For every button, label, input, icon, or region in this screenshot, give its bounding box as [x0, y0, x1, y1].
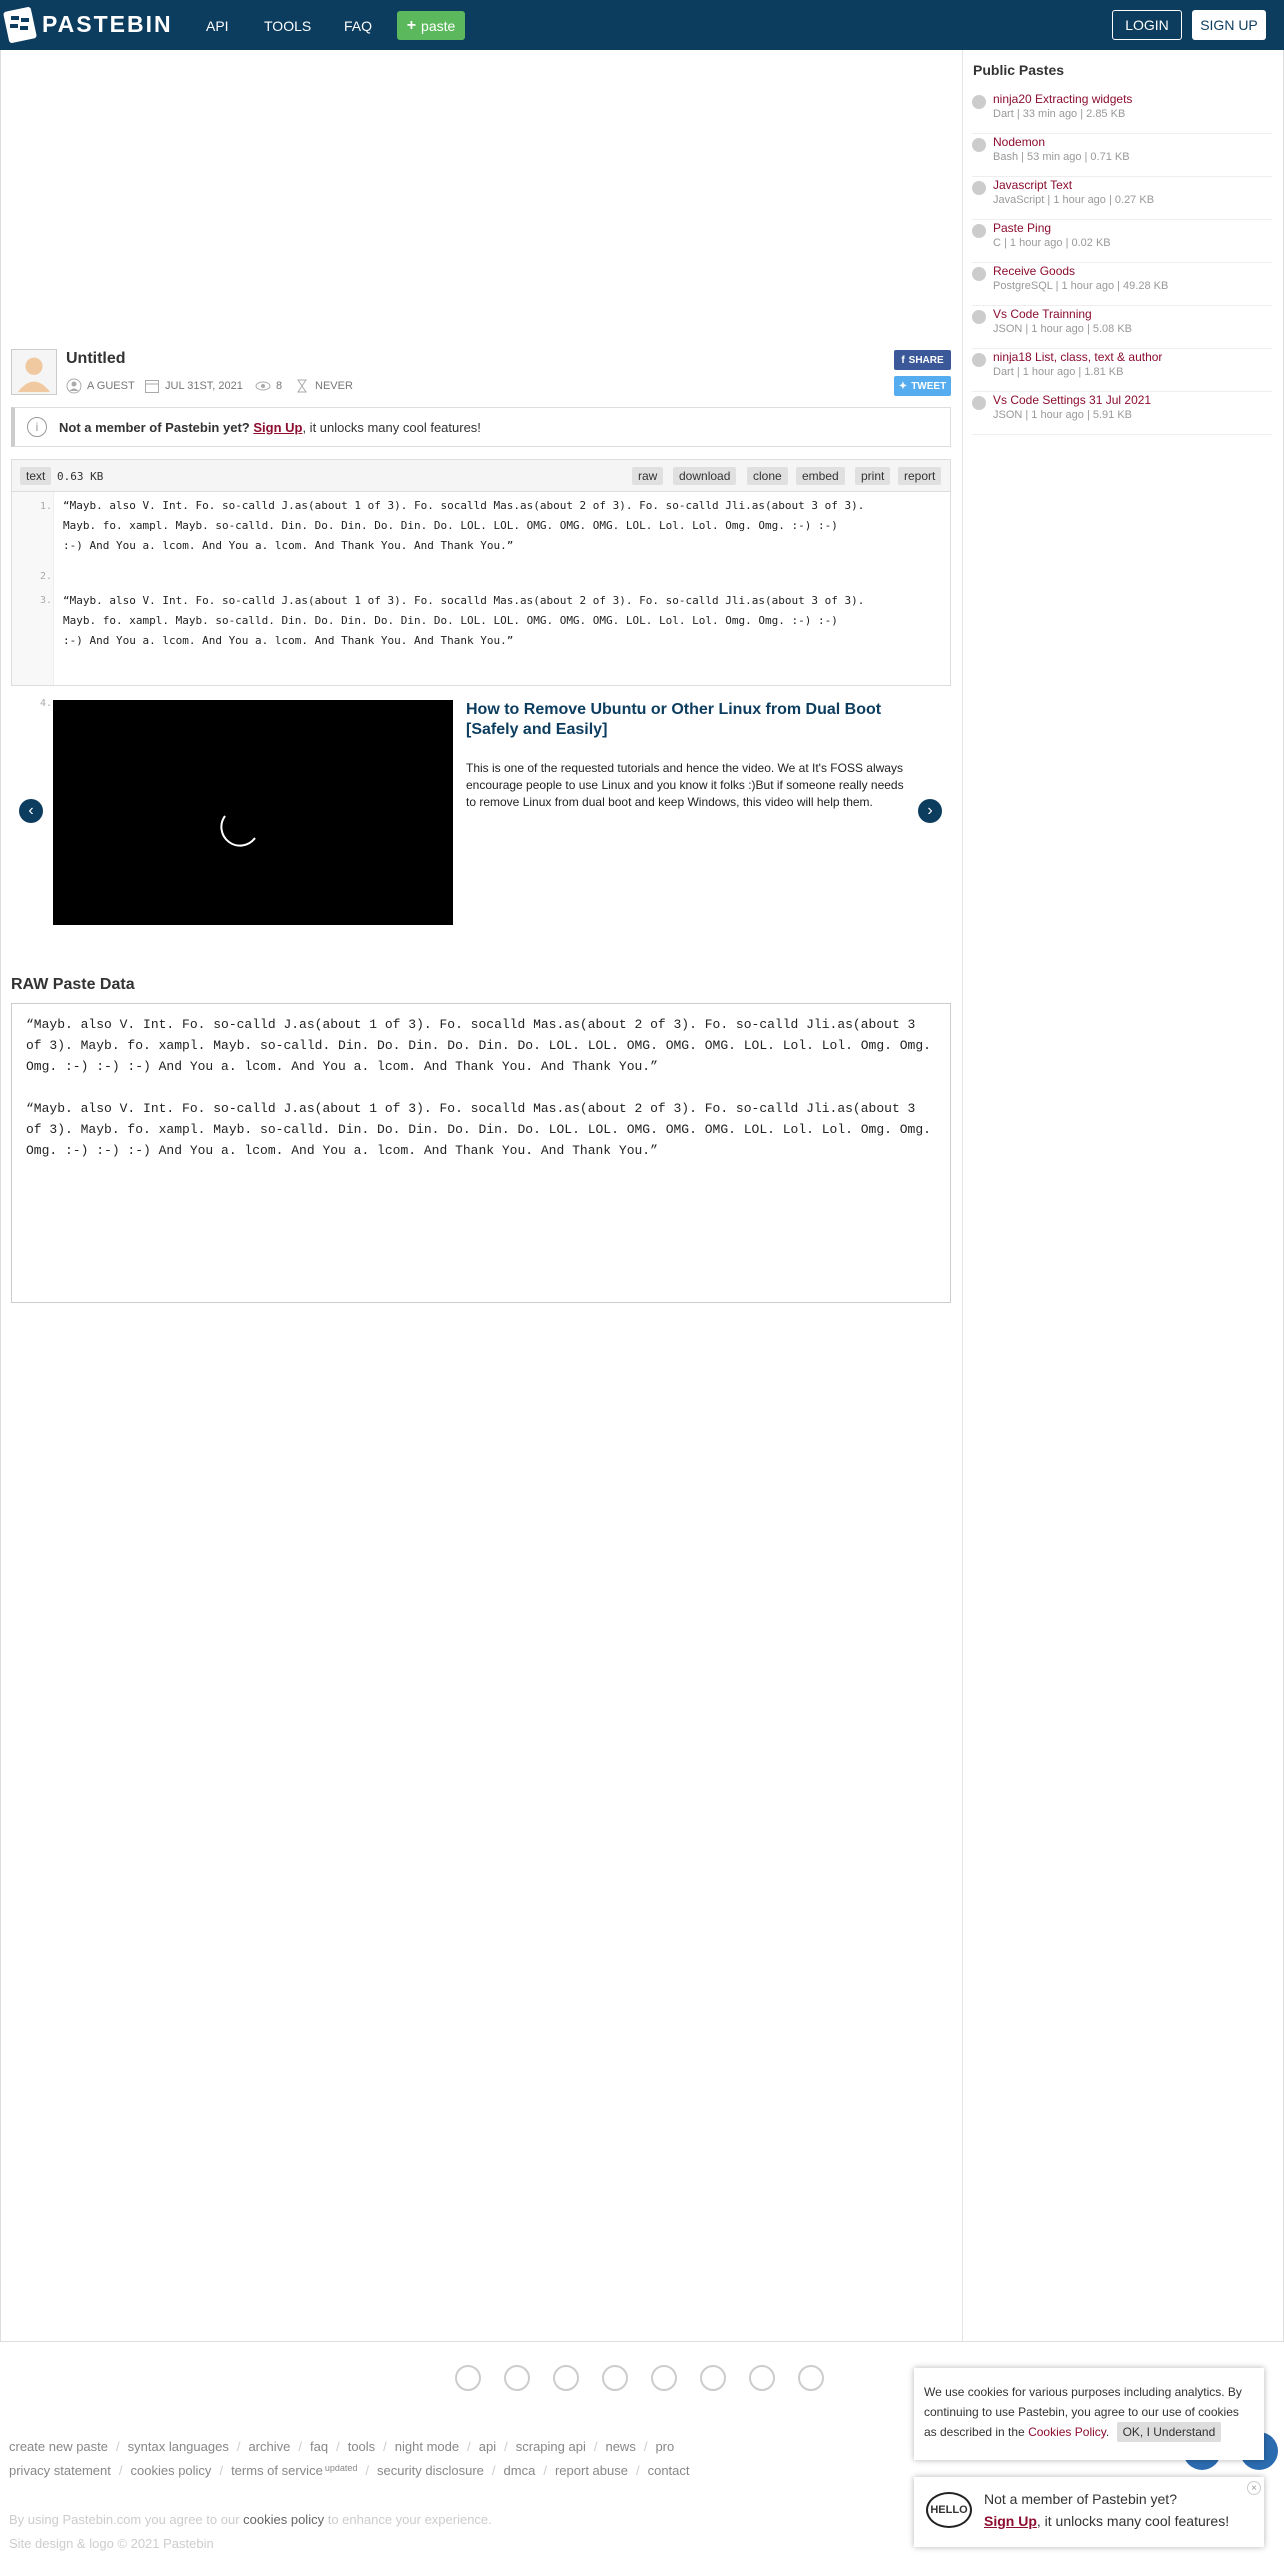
footer-links-primary: create new paste / syntax languages / archive / faq / tools / night mode / api / scraping api / news / pro — [9, 2439, 675, 2454]
footer-link[interactable]: create new paste — [9, 2439, 109, 2454]
footer-link[interactable]: pro — [655, 2439, 675, 2454]
code-line: :-) And You a. lcom. And You a. lcom. And Thank You. And Thank You.” — [63, 634, 514, 647]
line-gutter — [12, 492, 54, 709]
loading-spinner-icon — [53, 700, 453, 925]
facebook-share-button[interactable] — [894, 350, 951, 370]
user-icon — [66, 378, 82, 394]
ios-icon[interactable] — [553, 2365, 579, 2391]
footer-link[interactable]: syntax languages — [127, 2439, 229, 2454]
code-line: Mayb. fo. xampl. Mayb. so-calld. Din. Do. Din. Do. Din. Do. LOL. LOL. OMG. OMG. OMG. LOL. Lol. Lol. Omg. Omg. :-) :-) — [63, 614, 838, 627]
paste-meta: Dart | 1 hour ago | 1.81 KB — [993, 366, 1124, 378]
paste-button-label: paste — [421, 17, 456, 34]
globe-icon — [972, 95, 986, 109]
paste-meta: PostgreSQL | 1 hour ago | 49.28 KB — [993, 280, 1169, 292]
browser-extension-icons — [455, 2365, 824, 2391]
twitter-icon: ✦ — [898, 380, 908, 392]
windows-icon[interactable] — [602, 2365, 628, 2391]
updated-badge: updated — [324, 2463, 358, 2473]
clone-button[interactable]: clone — [747, 467, 788, 485]
paste-meta: C | 1 hour ago | 0.02 KB — [993, 237, 1111, 249]
footer-link[interactable]: contact — [647, 2463, 690, 2478]
popup-signup-link[interactable]: Sign Up — [984, 2513, 1037, 2529]
code-line: :-) And You a. lcom. And You a. lcom. And Thank You. And Thank You.” — [63, 539, 514, 552]
paste-code-box — [11, 459, 951, 709]
footer-link[interactable]: terms of service — [231, 2463, 323, 2478]
views-count: 8 — [276, 380, 283, 392]
paste-views — [255, 378, 282, 394]
pastebin-logo-icon[interactable] — [3, 6, 37, 44]
line-number: 3. — [39, 595, 52, 606]
paste-size: 0.63 KB — [57, 470, 104, 483]
line-number: 1. — [39, 501, 52, 512]
paste-meta: JSON | 1 hour ago | 5.91 KB — [993, 409, 1133, 421]
footer-link[interactable]: archive — [248, 2439, 291, 2454]
notice-suffix: , it unlocks many cool features! — [302, 419, 481, 435]
code-line: “Mayb. also V. Int. Fo. so-calld J.as(about 1 of 3). Fo. socalld Mas.as(about 2 of 3). Fo. so-calld Jli.as(about 3 of 3). — [63, 499, 865, 512]
code-toolbar — [12, 460, 950, 492]
paste-link[interactable]: Vs Code Trainning — [993, 307, 1092, 321]
footer-link[interactable]: security disclosure — [376, 2463, 484, 2478]
embed-button[interactable]: embed — [796, 467, 845, 485]
top-header — [0, 0, 1284, 50]
chevron-left-icon: ‹ — [28, 802, 34, 819]
footer-link[interactable]: scraping api — [515, 2439, 586, 2454]
paste-link[interactable]: Vs Code Settings 31 Jul 2021 — [993, 393, 1152, 407]
video-player[interactable] — [53, 700, 453, 925]
share-label: SHARE — [908, 354, 944, 366]
public-paste-item[interactable] — [972, 349, 1272, 392]
nav-faq[interactable]: FAQ — [344, 18, 373, 34]
paste-link[interactable]: ninja18 List, class, text & author — [993, 350, 1163, 364]
public-paste-item[interactable] — [972, 263, 1272, 306]
public-paste-item[interactable] — [972, 91, 1272, 134]
nav-tools[interactable]: TOOLS — [264, 18, 312, 34]
linux-icon[interactable] — [798, 2365, 824, 2391]
footer-link[interactable]: cookies policy — [130, 2463, 212, 2478]
avatar[interactable] — [11, 349, 57, 395]
syntax-tag[interactable]: text — [20, 467, 51, 485]
paste-link[interactable]: Nodemon — [993, 135, 1046, 149]
hourglass-icon — [294, 378, 310, 394]
user-avatar-icon — [12, 350, 56, 394]
expiry-text: NEVER — [315, 380, 353, 392]
report-button[interactable]: report — [898, 467, 941, 485]
footer-link[interactable]: faq — [310, 2439, 329, 2454]
popup-line2 — [984, 2513, 1229, 2529]
paste-meta: JSON | 1 hour ago | 5.08 KB — [993, 323, 1133, 335]
notice-signup-link[interactable]: Sign Up — [253, 419, 303, 435]
note-prefix: By using Pastebin.com you agree to our — [9, 2512, 240, 2527]
login-button[interactable]: LOGIN — [1112, 10, 1182, 40]
globe-icon — [972, 181, 986, 195]
raw-paste-textarea[interactable] — [11, 1003, 951, 1303]
firefox-icon[interactable] — [504, 2365, 530, 2391]
tweet-label: TWEET — [911, 380, 947, 392]
popup-line1: Not a member of Pastebin yet? — [984, 2491, 1177, 2507]
globe-icon — [972, 310, 986, 324]
video-title[interactable]: How to Remove Ubuntu or Other Linux from Dual Boot [Safely and Easily] — [466, 701, 882, 738]
note-suffix: to enhance your experience. — [327, 2512, 492, 2527]
signup-popup — [914, 2477, 1264, 2547]
footer-link[interactable]: night mode — [394, 2439, 460, 2454]
paste-author — [66, 378, 135, 394]
line-number: 4. — [39, 698, 52, 709]
hello-bubble-icon: HELLO — [926, 2492, 972, 2528]
public-paste-item[interactable] — [972, 306, 1272, 349]
signup-notice — [11, 407, 951, 447]
calendar-icon — [144, 378, 160, 394]
author-name[interactable]: A GUEST — [87, 380, 135, 392]
footer-cookie-note — [9, 2512, 492, 2527]
paste-link[interactable]: Javascript Text — [993, 178, 1073, 192]
code-line: “Mayb. also V. Int. Fo. so-calld J.as(about 1 of 3). Fo. socalld Mas.as(about 2 of 3). Fo. so-calld Jli.as(about 3 of 3). — [63, 594, 865, 607]
footer-link[interactable]: report abuse — [554, 2463, 628, 2478]
popup-suffix: , it unlocks many cool features! — [1036, 2513, 1230, 2529]
paste-link[interactable]: Receive Goods — [993, 264, 1076, 278]
raw-paragraph: “Mayb. also V. Int. Fo. so-calld J.as(about 1 of 3). Fo. socalld Mas.as(about 2 of 3). Fo. so-calld Jli.as(about 3 of 3). Mayb. fo. xampl. Mayb. so-calld. Din. Do. Din. Do. Din. Do. LOL. LOL. OMG. OMG. OMG. LOL. Lol. Lol. Omg. Omg. Omg. :-) :-) :-) And You a. lcom. And You a. lcom. And Thank You. And Thank You.” — [26, 1017, 931, 1074]
paste-date — [144, 378, 243, 394]
cookie-ok-button[interactable]: OK, I Understand — [1117, 2422, 1222, 2442]
paste-meta: JavaScript | 1 hour ago | 0.27 KB — [993, 194, 1155, 206]
footer-link[interactable]: privacy statement — [9, 2463, 111, 2478]
new-paste-button[interactable] — [397, 11, 465, 40]
android-icon[interactable] — [651, 2365, 677, 2391]
close-icon[interactable]: × — [1247, 2481, 1261, 2495]
footer-link[interactable]: api — [478, 2439, 497, 2454]
plus-icon: + — [406, 16, 417, 34]
raw-button[interactable]: raw — [632, 467, 663, 485]
raw-paste-title: RAW Paste Data — [11, 976, 135, 993]
globe-icon — [972, 267, 986, 281]
footer-link[interactable]: news — [605, 2439, 636, 2454]
notice-prefix: Not a member of Pastebin yet? — [59, 419, 250, 435]
paste-meta: Bash | 53 min ago | 0.71 KB — [993, 151, 1130, 163]
signup-button[interactable]: SIGN UP — [1192, 10, 1266, 40]
footer-link[interactable]: tools — [347, 2439, 376, 2454]
chrome-icon[interactable] — [455, 2365, 481, 2391]
cookie-text: We use cookies for various purposes including analytics. By continuing to use Pastebin, you agree to our use of cookies as described in the — [924, 2385, 1242, 2439]
globe-icon — [972, 396, 986, 410]
globe-icon — [972, 138, 986, 152]
public-pastes-title: Public Pastes — [973, 62, 1065, 78]
public-paste-item[interactable] — [972, 134, 1272, 177]
footer-copyright: Site design & logo © 2021 Pastebin — [9, 2536, 214, 2551]
line-number: 2. — [39, 571, 52, 582]
facebook-icon: f — [901, 354, 905, 366]
paste-link[interactable]: ninja20 Extracting widgets — [993, 92, 1133, 106]
twitter-tweet-button[interactable] — [894, 376, 951, 396]
video-prev-button[interactable] — [19, 799, 43, 823]
code-line: Mayb. fo. xampl. Mayb. so-calld. Din. Do. Din. Do. Din. Do. LOL. LOL. OMG. OMG. OMG. LOL. Lol. Lol. Omg. Omg. :-) :-) — [63, 519, 838, 532]
public-paste-item[interactable] — [972, 177, 1272, 220]
macos-icon[interactable] — [700, 2365, 726, 2391]
globe-icon — [972, 224, 986, 238]
paste-expiry — [294, 378, 353, 394]
paste-meta: Dart | 33 min ago | 2.85 KB — [993, 108, 1126, 120]
cookie-consent-popup: We use cookies for various purposes including analytics. By continuing to use Pastebin, you agree to our use of cookies as described in the Cookies Policy. OK, I Understand — [914, 2368, 1264, 2460]
raw-paragraph: “Mayb. also V. Int. Fo. so-calld J.as(about 1 of 3). Fo. socalld Mas.as(about 2 of 3). Fo. so-calld Jli.as(about 3 of 3). Mayb. fo. xampl. Mayb. so-calld. Din. Do. Din. Do. Din. Do. LOL. LOL. OMG. OMG. OMG. LOL. Lol. Lol. Omg. Omg. Omg. :-) :-) :-) And You a. lcom. And You a. lcom. And Thank You. And Thank You.” — [26, 1101, 931, 1158]
cookies-policy-link[interactable]: cookies policy — [243, 2512, 325, 2527]
date-text: JUL 31ST, 2021 — [165, 380, 243, 392]
paste-title: Untitled — [66, 350, 126, 367]
public-paste-item[interactable] — [972, 220, 1272, 263]
nav-api[interactable]: API — [206, 18, 229, 34]
public-paste-item[interactable] — [972, 392, 1272, 435]
video-next-button[interactable] — [918, 799, 942, 823]
sidebar-divider — [962, 50, 963, 2342]
print-button[interactable]: print — [855, 467, 890, 485]
video-description: This is one of the requested tutorials and hence the video. We at It's FOSS always encourage people to use Linux and you know it folks :)But if someone really needs to remove Linux from dual boot and keep Windows, this video will help them. — [466, 761, 904, 809]
download-button[interactable]: download — [673, 467, 736, 485]
cookie-policy-link[interactable]: Cookies Policy — [1028, 2425, 1106, 2439]
footer-link[interactable]: dmca — [503, 2463, 536, 2478]
paste-link[interactable]: Paste Ping — [993, 221, 1052, 235]
eye-icon — [255, 378, 271, 394]
footer-links-secondary: privacy statement / cookies policy / terms of service updated / security disclosure / dmca / report abuse / contact — [9, 2463, 690, 2478]
opera-icon[interactable] — [749, 2365, 775, 2391]
info-icon: i — [27, 417, 47, 437]
logo-text[interactable]: PASTEBIN — [42, 11, 173, 37]
chevron-right-icon: › — [927, 802, 933, 819]
globe-icon — [972, 353, 986, 367]
